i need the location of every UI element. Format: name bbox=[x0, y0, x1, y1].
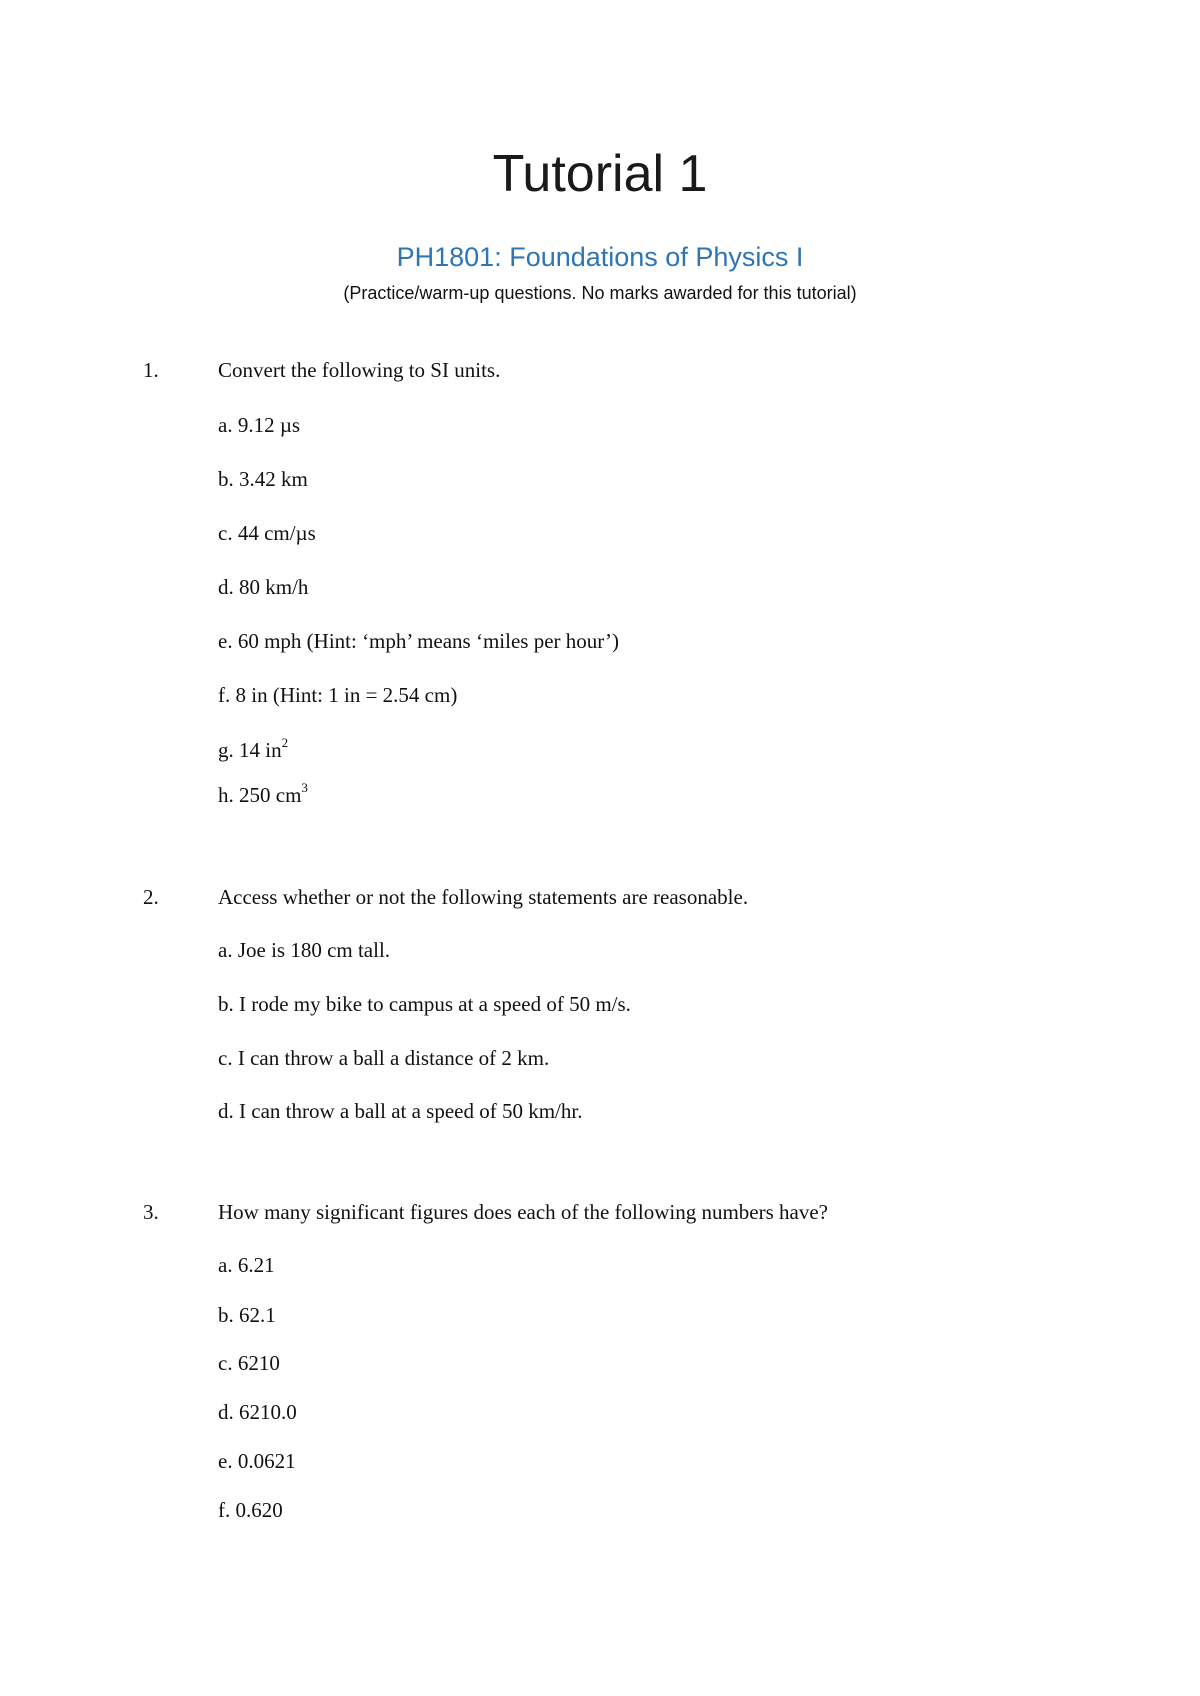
question-item bbox=[218, 780, 308, 807]
item-label: d. I can throw a ball at a speed of 50 km/hr. bbox=[218, 1099, 583, 1123]
item-label: f. 0.620 bbox=[218, 1498, 283, 1522]
question-number: 2. bbox=[143, 885, 159, 909]
question-text: How many significant figures does each of the following numbers have? bbox=[218, 1200, 828, 1224]
item-label: d. 6210.0 bbox=[218, 1400, 297, 1424]
item-label: b. 62.1 bbox=[218, 1303, 276, 1327]
question-item bbox=[218, 415, 300, 436]
item-label: e. 0.0621 bbox=[218, 1449, 296, 1473]
question-text: Access whether or not the following statements are reasonable. bbox=[218, 885, 749, 909]
item-label: f. 8 in (Hint: 1 in = 2.54 cm) bbox=[218, 683, 458, 707]
question-item bbox=[218, 1451, 296, 1472]
tutorial-note: (Practice/warm-up questions. No marks awarded for this tutorial) bbox=[343, 283, 857, 303]
question-item bbox=[218, 940, 390, 961]
item-label: h. 250 cm bbox=[218, 783, 302, 807]
item-label: a. 6.21 bbox=[218, 1253, 275, 1277]
item-label: a. Joe is 180 cm tall. bbox=[218, 938, 391, 962]
question-item bbox=[218, 1101, 582, 1122]
item-label: c. 6210 bbox=[218, 1351, 280, 1375]
item-superscript: 2 bbox=[281, 735, 289, 750]
question-item bbox=[218, 735, 289, 762]
question-item bbox=[218, 685, 457, 706]
question-item bbox=[218, 1500, 283, 1521]
question-item bbox=[218, 523, 316, 544]
item-label: c. 44 cm/µs bbox=[218, 521, 316, 545]
item-label: e. 60 mph (Hint: ‘mph’ means ‘miles per hour’) bbox=[218, 629, 620, 653]
item-label: g. 14 in bbox=[218, 738, 282, 762]
question-item bbox=[218, 994, 631, 1015]
item-label: a. 9.12 µs bbox=[218, 413, 301, 437]
item-label: b. 3.42 km bbox=[218, 467, 308, 491]
question-item bbox=[218, 469, 308, 490]
item-label: d. 80 km/h bbox=[218, 575, 309, 599]
question-item bbox=[218, 1305, 276, 1326]
item-label: b. I rode my bike to campus at a speed of 50 m/s. bbox=[218, 992, 631, 1016]
question-item bbox=[218, 1048, 549, 1069]
course-subtitle: PH1801: Foundations of Physics I bbox=[396, 242, 804, 272]
question-number: 1. bbox=[143, 358, 159, 382]
item-superscript: 3 bbox=[301, 780, 308, 795]
page-title: Tutorial 1 bbox=[492, 145, 708, 203]
question-text: Convert the following to SI units. bbox=[218, 358, 501, 382]
question-item bbox=[218, 1255, 275, 1276]
question-item bbox=[218, 1402, 297, 1423]
question-item bbox=[218, 577, 308, 598]
question-item bbox=[218, 631, 619, 652]
item-label: c. I can throw a ball a distance of 2 km. bbox=[218, 1046, 550, 1070]
question-number: 3. bbox=[143, 1200, 159, 1224]
question-item bbox=[218, 1353, 280, 1374]
